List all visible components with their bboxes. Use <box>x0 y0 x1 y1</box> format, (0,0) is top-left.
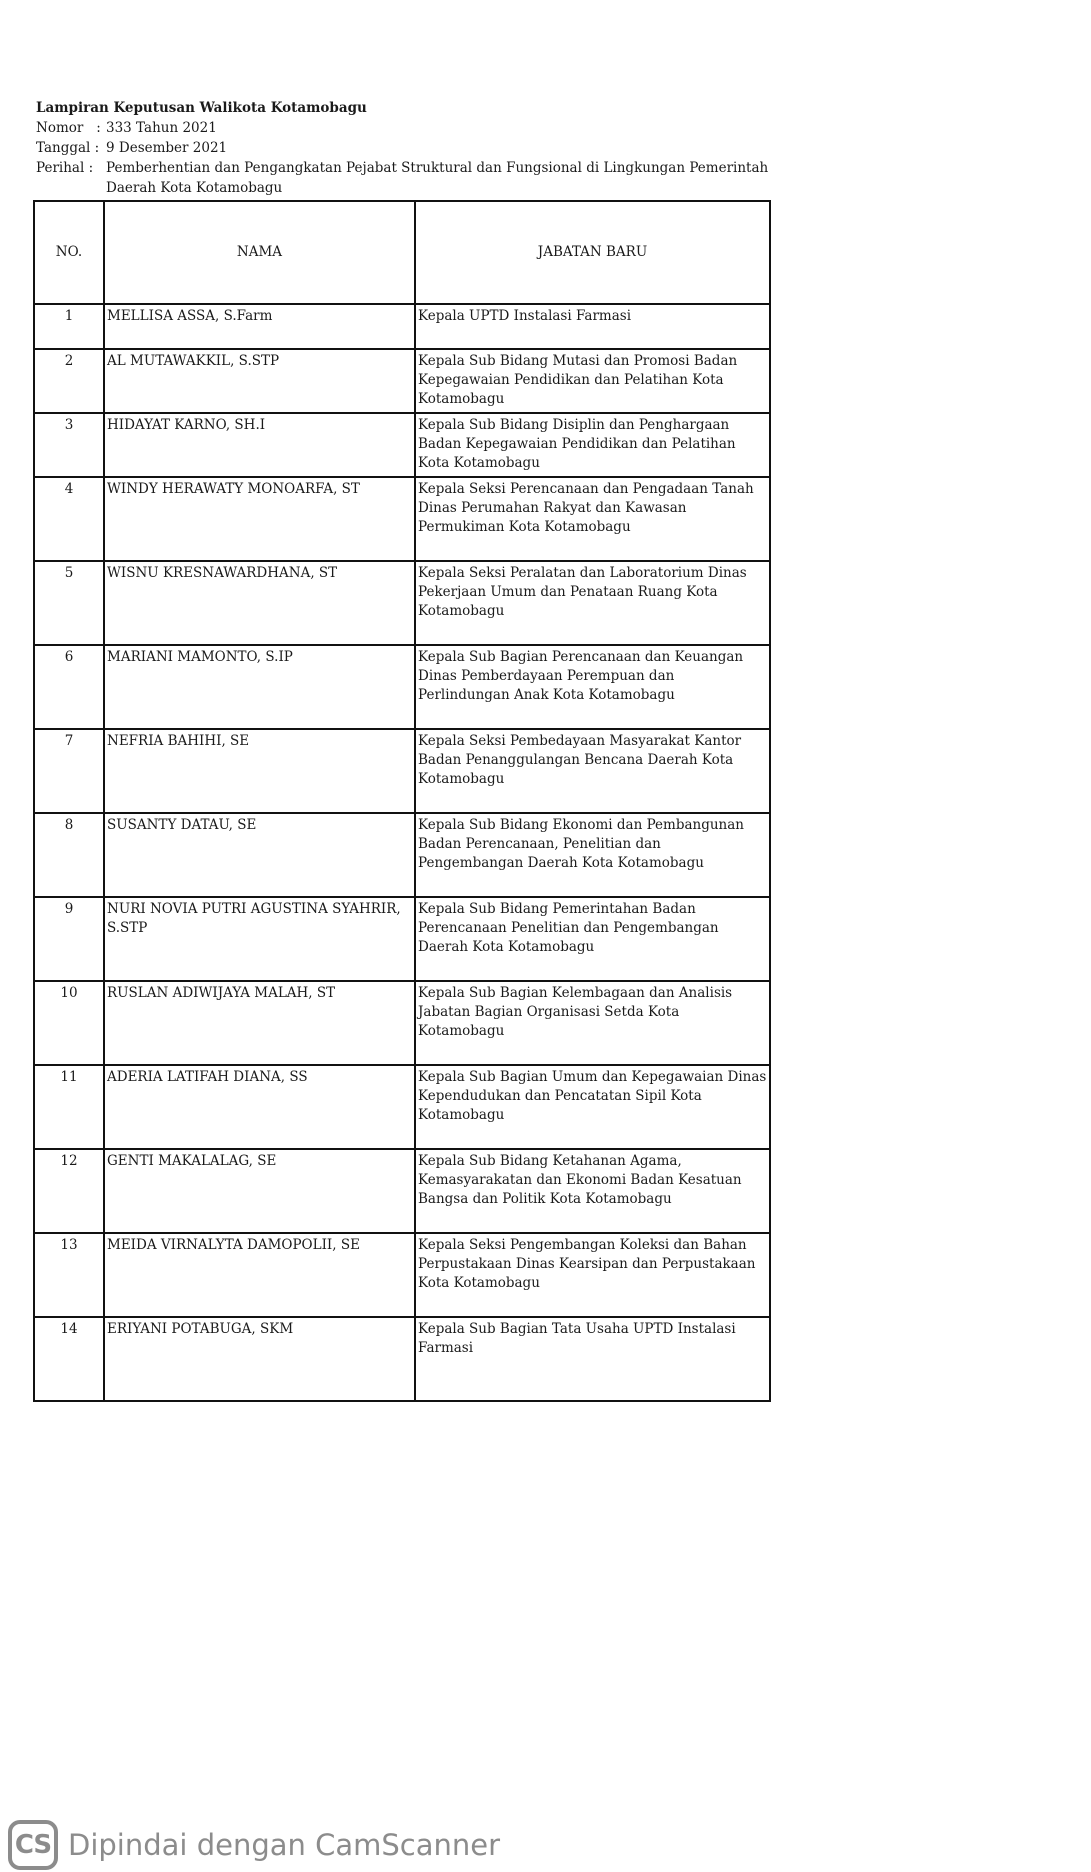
row-number: 11 <box>34 1065 104 1149</box>
table-row <box>34 813 770 897</box>
row-nama: WINDY HERAWATY MONOARFA, ST <box>104 477 415 561</box>
camscanner-logo-icon: CS <box>8 1820 58 1870</box>
row-jabatan: Kepala Sub Bidang Pemerintahan Badan Perencanaan Penelitian dan Pengembangan Daerah Kota Kotamobagu <box>415 897 770 981</box>
row-jabatan: Kepala Sub Bagian Kelembagaan dan Analisis Jabatan Bagian Organisasi Setda Kota Kotamobagu <box>415 981 770 1065</box>
watermark-text: Dipindai dengan CamScanner <box>68 1828 501 1862</box>
row-nama: MELLISA ASSA, S.Farm <box>104 304 415 349</box>
tanggal-value: 9 Desember 2021 <box>106 140 228 156</box>
row-jabatan: Kepala Sub Bidang Mutasi dan Promosi Badan Kepegawaian Pendidikan dan Pelatihan Kota Kotamobagu <box>415 349 770 413</box>
row-jabatan: Kepala UPTD Instalasi Farmasi <box>415 304 770 349</box>
table-row <box>34 1065 770 1149</box>
table-row <box>34 304 770 349</box>
perihal-value: Pemberhentian dan Pengangkatan Pejabat Struktural dan Fungsional di Lingkungan Pemerintah Daerah Kota Kotamobagu <box>106 160 769 196</box>
row-nama: MEIDA VIRNALYTA DAMOPOLII, SE <box>104 1233 415 1317</box>
row-jabatan: Kepala Sub Bagian Perencanaan dan Keuangan Dinas Pemberdayaan Perempuan dan Perlindungan Anak Kota Kotamobagu <box>415 645 770 729</box>
row-number: 1 <box>34 304 104 349</box>
perihal-row <box>36 158 776 198</box>
row-nama: NURI NOVIA PUTRI AGUSTINA SYAHRIR, S.STP <box>104 897 415 981</box>
row-nama: NEFRIA BAHIHI, SE <box>104 729 415 813</box>
row-jabatan: Kepala Seksi Pengembangan Koleksi dan Bahan Perpustakaan Dinas Kearsipan dan Perpustakaan Kota Kotamobagu <box>415 1233 770 1317</box>
table-header-row <box>34 201 770 304</box>
row-jabatan: Kepala Sub Bidang Ekonomi dan Pembangunan Badan Perencanaan, Penelitian dan Pengembangan Daerah Kota Kotamobagu <box>415 813 770 897</box>
row-number: 8 <box>34 813 104 897</box>
table-row <box>34 981 770 1065</box>
appointment-table <box>33 200 771 1402</box>
row-jabatan: Kepala Seksi Peralatan dan Laboratorium Dinas Pekerjaan Umum dan Penataan Ruang Kota Kotamobagu <box>415 561 770 645</box>
row-nama: RUSLAN ADIWIJAYA MALAH, ST <box>104 981 415 1065</box>
row-jabatan: Kepala Sub Bagian Umum dan Kepegawaian Dinas Kependudukan dan Pencatatan Sipil Kota Kotamobagu <box>415 1065 770 1149</box>
row-jabatan: Kepala Seksi Pembedayaan Masyarakat Kantor Badan Penanggulangan Bencana Daerah Kota Kotamobagu <box>415 729 770 813</box>
tanggal-row <box>36 138 776 158</box>
row-nama: ADERIA LATIFAH DIANA, SS <box>104 1065 415 1149</box>
table-row <box>34 349 770 413</box>
row-jabatan: Kepala Seksi Perencanaan dan Pengadaan Tanah Dinas Perumahan Rakyat dan Kawasan Permukiman Kota Kotamobagu <box>415 477 770 561</box>
row-number: 10 <box>34 981 104 1065</box>
row-number: 4 <box>34 477 104 561</box>
row-nama: HIDAYAT KARNO, SH.I <box>104 413 415 477</box>
table-row <box>34 561 770 645</box>
row-jabatan: Kepala Sub Bidang Disiplin dan Penghargaan Badan Kepegawaian Pendidikan dan Pelatihan Kota Kotamobagu <box>415 413 770 477</box>
header-no: NO. <box>34 201 104 304</box>
row-nama: AL MUTAWAKKIL, S.STP <box>104 349 415 413</box>
table-row <box>34 1317 770 1401</box>
nomor-row <box>36 118 776 138</box>
row-number: 5 <box>34 561 104 645</box>
header-jabatan: JABATAN BARU <box>415 201 770 304</box>
table-row <box>34 729 770 813</box>
row-nama: WISNU KRESNAWARDHANA, ST <box>104 561 415 645</box>
row-nama: GENTI MAKALALAG, SE <box>104 1149 415 1233</box>
tanggal-label: Tanggal : <box>36 140 100 156</box>
row-number: 13 <box>34 1233 104 1317</box>
camscanner-watermark <box>8 1818 500 1872</box>
row-number: 6 <box>34 645 104 729</box>
document-title: Lampiran Keputusan Walikota Kotamobagu <box>36 100 367 116</box>
table-body <box>34 304 770 1401</box>
table-row <box>34 1233 770 1317</box>
table-row <box>34 477 770 561</box>
nomor-label: Nomor : <box>36 120 101 136</box>
row-number: 2 <box>34 349 104 413</box>
row-nama: ERIYANI POTABUGA, SKM <box>104 1317 415 1401</box>
table-row <box>34 1149 770 1233</box>
document-header <box>36 98 776 198</box>
nomor-value: 333 Tahun 2021 <box>106 120 217 136</box>
table-row <box>34 645 770 729</box>
row-jabatan: Kepala Sub Bagian Tata Usaha UPTD Instalasi Farmasi <box>415 1317 770 1401</box>
row-jabatan: Kepala Sub Bidang Ketahanan Agama, Kemasyarakatan dan Ekonomi Badan Kesatuan Bangsa dan Politik Kota Kotamobagu <box>415 1149 770 1233</box>
table-row <box>34 413 770 477</box>
row-number: 14 <box>34 1317 104 1401</box>
row-number: 3 <box>34 413 104 477</box>
row-number: 9 <box>34 897 104 981</box>
row-nama: SUSANTY DATAU, SE <box>104 813 415 897</box>
header-nama: NAMA <box>104 201 415 304</box>
row-nama: MARIANI MAMONTO, S.IP <box>104 645 415 729</box>
table-row <box>34 897 770 981</box>
row-number: 7 <box>34 729 104 813</box>
row-number: 12 <box>34 1149 104 1233</box>
perihal-label: Perihal : <box>36 160 94 176</box>
